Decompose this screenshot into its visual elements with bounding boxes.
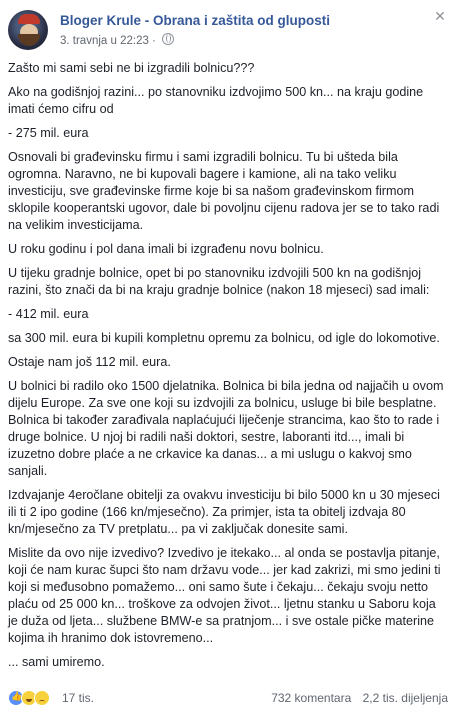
reactions-summary[interactable] bbox=[8, 690, 47, 706]
post-timestamp[interactable]: 3. travnja u 22:23 · bbox=[60, 35, 156, 47]
post-footer bbox=[8, 688, 448, 708]
sad-icon bbox=[34, 690, 50, 706]
post-paragraph: ... sami umiremo. bbox=[8, 655, 105, 669]
post-paragraph: Izdvajanje 4eročlane obitelji za ovakvu investiciju bi bilo 5000 kn u 30 mjeseci ili ti 2 ipo godine (166 kn/mjesečno). Za primjer, ista ta obitelj izdvaja 80 kn/mjesečno za TV pretplatu... pa vi zaključak donesite sami. bbox=[8, 488, 440, 536]
avatar[interactable] bbox=[8, 10, 48, 50]
post-meta bbox=[60, 33, 174, 47]
globe-icon bbox=[162, 33, 174, 45]
post-paragraph: U tijeku gradnje bolnice, opet bi po stanovniku izdvojili 500 kn na godišnjoj razini, što znači da bi na kraju gradnje bolnice (nakon 18 mjeseci) sad imali: bbox=[8, 266, 430, 297]
post-paragraph: Ako na godišnjoj razini... po stanovniku izdvojimo 500 kn... na kraju godine imati ćemo cifru od bbox=[8, 85, 424, 116]
comments-count[interactable]: 732 komentara bbox=[271, 691, 352, 705]
post-header bbox=[8, 8, 448, 58]
post-paragraph: U bolnici bi radilo oko 1500 djelatnika. Bolnica bi bila jedna od najjačih u ovom dijelu Europe. Za sve one koji su izdvojili za bolnicu, usluge bi bile besplatne. Bolnica bi također zarađivala naplaćujući liječenje strancima, kao što to rade i druge bolnice. U njoj bi radili naši doktori, sestre, laboranti itd..., imali bi izuzetno dobre plaće a ne crkavice ka danas... a mi uslugu o kakvoj smo sanjali. bbox=[8, 379, 444, 478]
post-paragraph: - 275 mil. eura bbox=[8, 126, 89, 140]
post-paragraph: Mislite da ovo nije izvedivo? Izvedivo je itekako... al onda se postavlja pitanje, koji će nam kurac šupci što nam državu vode... jer kad zakrizi, mi smo jedini ti koji si međusobno pomažemo... oni samo šute i čekaju... čekaju svoju netto plaću od 25 000 kn... troškove za odvojen život... ljetnu stanku u Saboru koja je duža od ljeta... službene BMW-e sa pratnjom... i sve ostale pičke materine kojima ih hranimo dok istovremeno... bbox=[8, 546, 441, 645]
post-stats bbox=[263, 691, 448, 705]
post-paragraph: - 412 mil. eura bbox=[8, 307, 89, 321]
post-paragraph: Zašto mi sami sebi ne bi izgradili bolnicu??? bbox=[8, 61, 255, 75]
close-icon[interactable]: ✕ bbox=[434, 8, 446, 24]
avatar-beard bbox=[18, 34, 40, 46]
avatar-hat bbox=[18, 14, 40, 24]
post-paragraph: Osnovali bi građevinsku firmu i sami izgradili bolnicu. Tu bi ušteda bila ogromna. Naravno, ne bi kupovali bagere i kamione, ali na tako veliku investiciju, sve građevinske firme koje bi sa našom građevinskom firmom sklopile kooperantski ugovor, dale bi povoljnu cijenu radova jer se to tako radi na velikim investicijama. bbox=[8, 150, 440, 232]
post-paragraph: Ostaje nam još 112 mil. eura. bbox=[8, 355, 171, 369]
author-name-link[interactable]: Bloger Krule - Obrana i zaštita od gluposti bbox=[60, 13, 331, 28]
shares-count[interactable]: 2,2 tis. dijeljenja bbox=[362, 691, 448, 705]
post-body bbox=[8, 60, 446, 678]
post-paragraph: sa 300 mil. eura bi kupili kompletnu opremu za bolnicu, od igle do lokomotive. bbox=[8, 331, 440, 345]
post-paragraph: U roku godinu i pol dana imali bi izgrađenu novu bolnicu. bbox=[8, 242, 324, 256]
reaction-count[interactable]: 17 tis. bbox=[62, 691, 95, 705]
